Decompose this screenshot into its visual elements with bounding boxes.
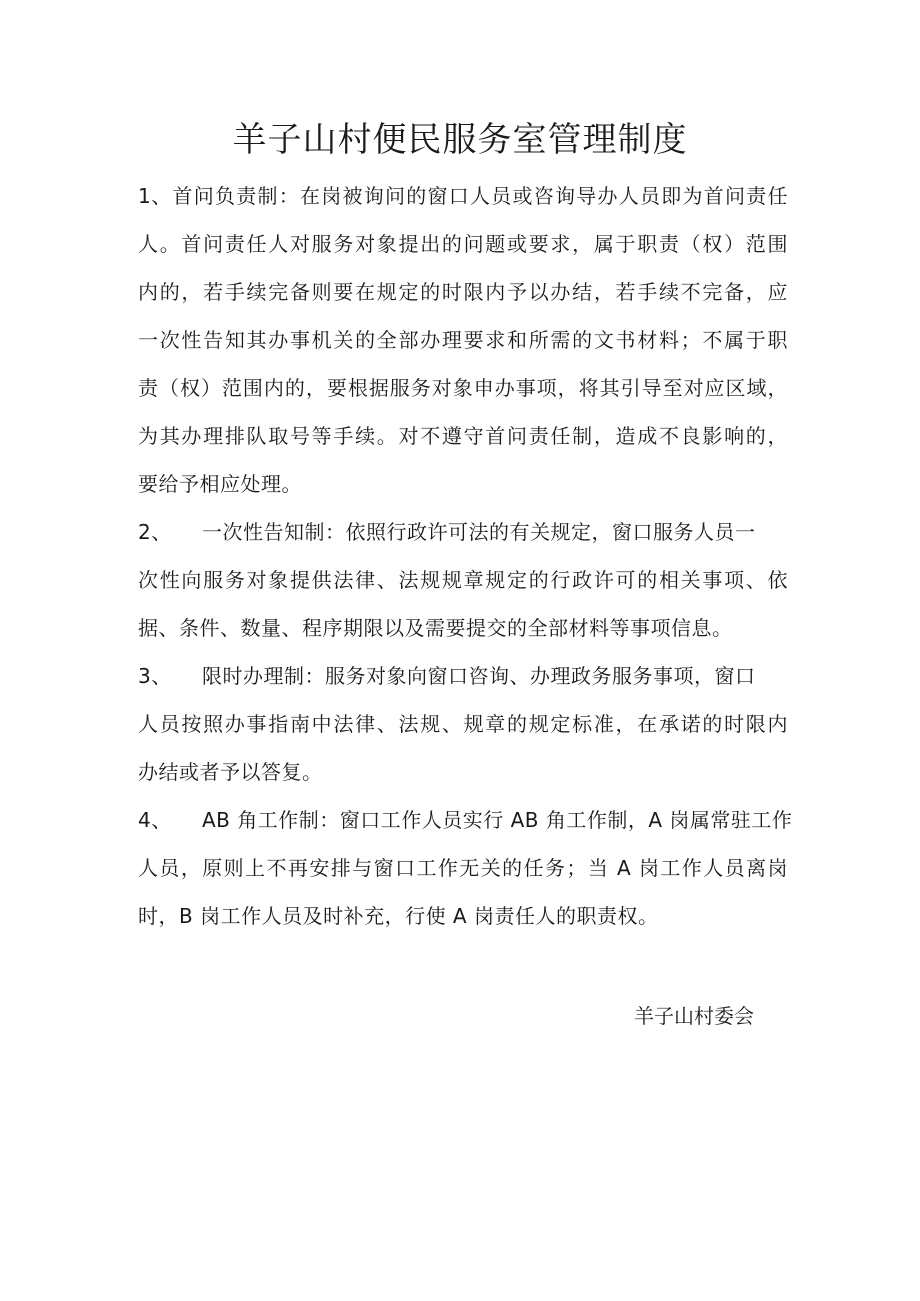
item-2-number: 2、	[138, 520, 172, 544]
item-4-line-1	[138, 804, 793, 836]
item-1-line-7: 要给予相应处理。	[138, 472, 302, 496]
item-4-text-line: AB 角工作制：窗口工作人员实行 AB 角工作制，A 岗属常驻工作	[202, 808, 793, 832]
item-1-number: 1、	[138, 184, 172, 208]
item-3-number: 3、	[138, 664, 172, 688]
item-4-number: 4、	[138, 808, 172, 832]
item-1-line-4: 一次性告知其办事机关的全部办理要求和所需的文书材料；不属于职	[138, 328, 788, 352]
item-4-line-3: 时，B 岗工作人员及时补充，行使 A 岗责任人的职责权。	[138, 904, 659, 928]
item-1-line-6: 为其办理排队取号等手续。对不遵守首问责任制，造成不良影响的，	[138, 424, 788, 448]
item-2-text-line: 一次性告知制：依照行政许可法的有关规定，窗口服务人员一	[202, 520, 756, 544]
item-1-line-3: 内的，若手续完备则要在规定的时限内予以办结，若手续不完备，应	[138, 280, 788, 304]
item-1-line-1	[138, 180, 788, 212]
page-title: 羊子山村便民服务室管理制度	[232, 120, 688, 160]
item-3-text-line: 限时办理制：服务对象向窗口咨询、办理政务服务事项，窗口	[202, 664, 756, 688]
item-3-line-3: 办结或者予以答复。	[138, 760, 323, 784]
item-1-line-2: 人。首问责任人对服务对象提出的问题或要求，属于职责（权）范围	[138, 232, 788, 256]
item-4-line-2: 人员，原则上不再安排与窗口工作无关的任务；当 A 岗工作人员离岗	[138, 856, 788, 880]
item-2-line-1	[138, 516, 788, 548]
item-3-line-1	[138, 660, 788, 692]
item-1-text-line: 首问负责制：在岗被询问的窗口人员或咨询导办人员即为首问责任	[171, 184, 788, 208]
item-2-line-2: 次性向服务对象提供法律、法规规章规定的行政许可的相关事项、依	[138, 568, 788, 592]
item-2-line-3: 据、条件、数量、程序期限以及需要提交的全部材料等事项信息。	[138, 616, 733, 640]
signature: 羊子山村委会	[634, 1004, 754, 1028]
item-3-line-2: 人员按照办事指南中法律、法规、规章的规定标准，在承诺的时限内	[138, 712, 788, 736]
item-1-line-5: 责（权）范围内的，要根据服务对象申办事项，将其引导至对应区域，	[138, 376, 788, 400]
